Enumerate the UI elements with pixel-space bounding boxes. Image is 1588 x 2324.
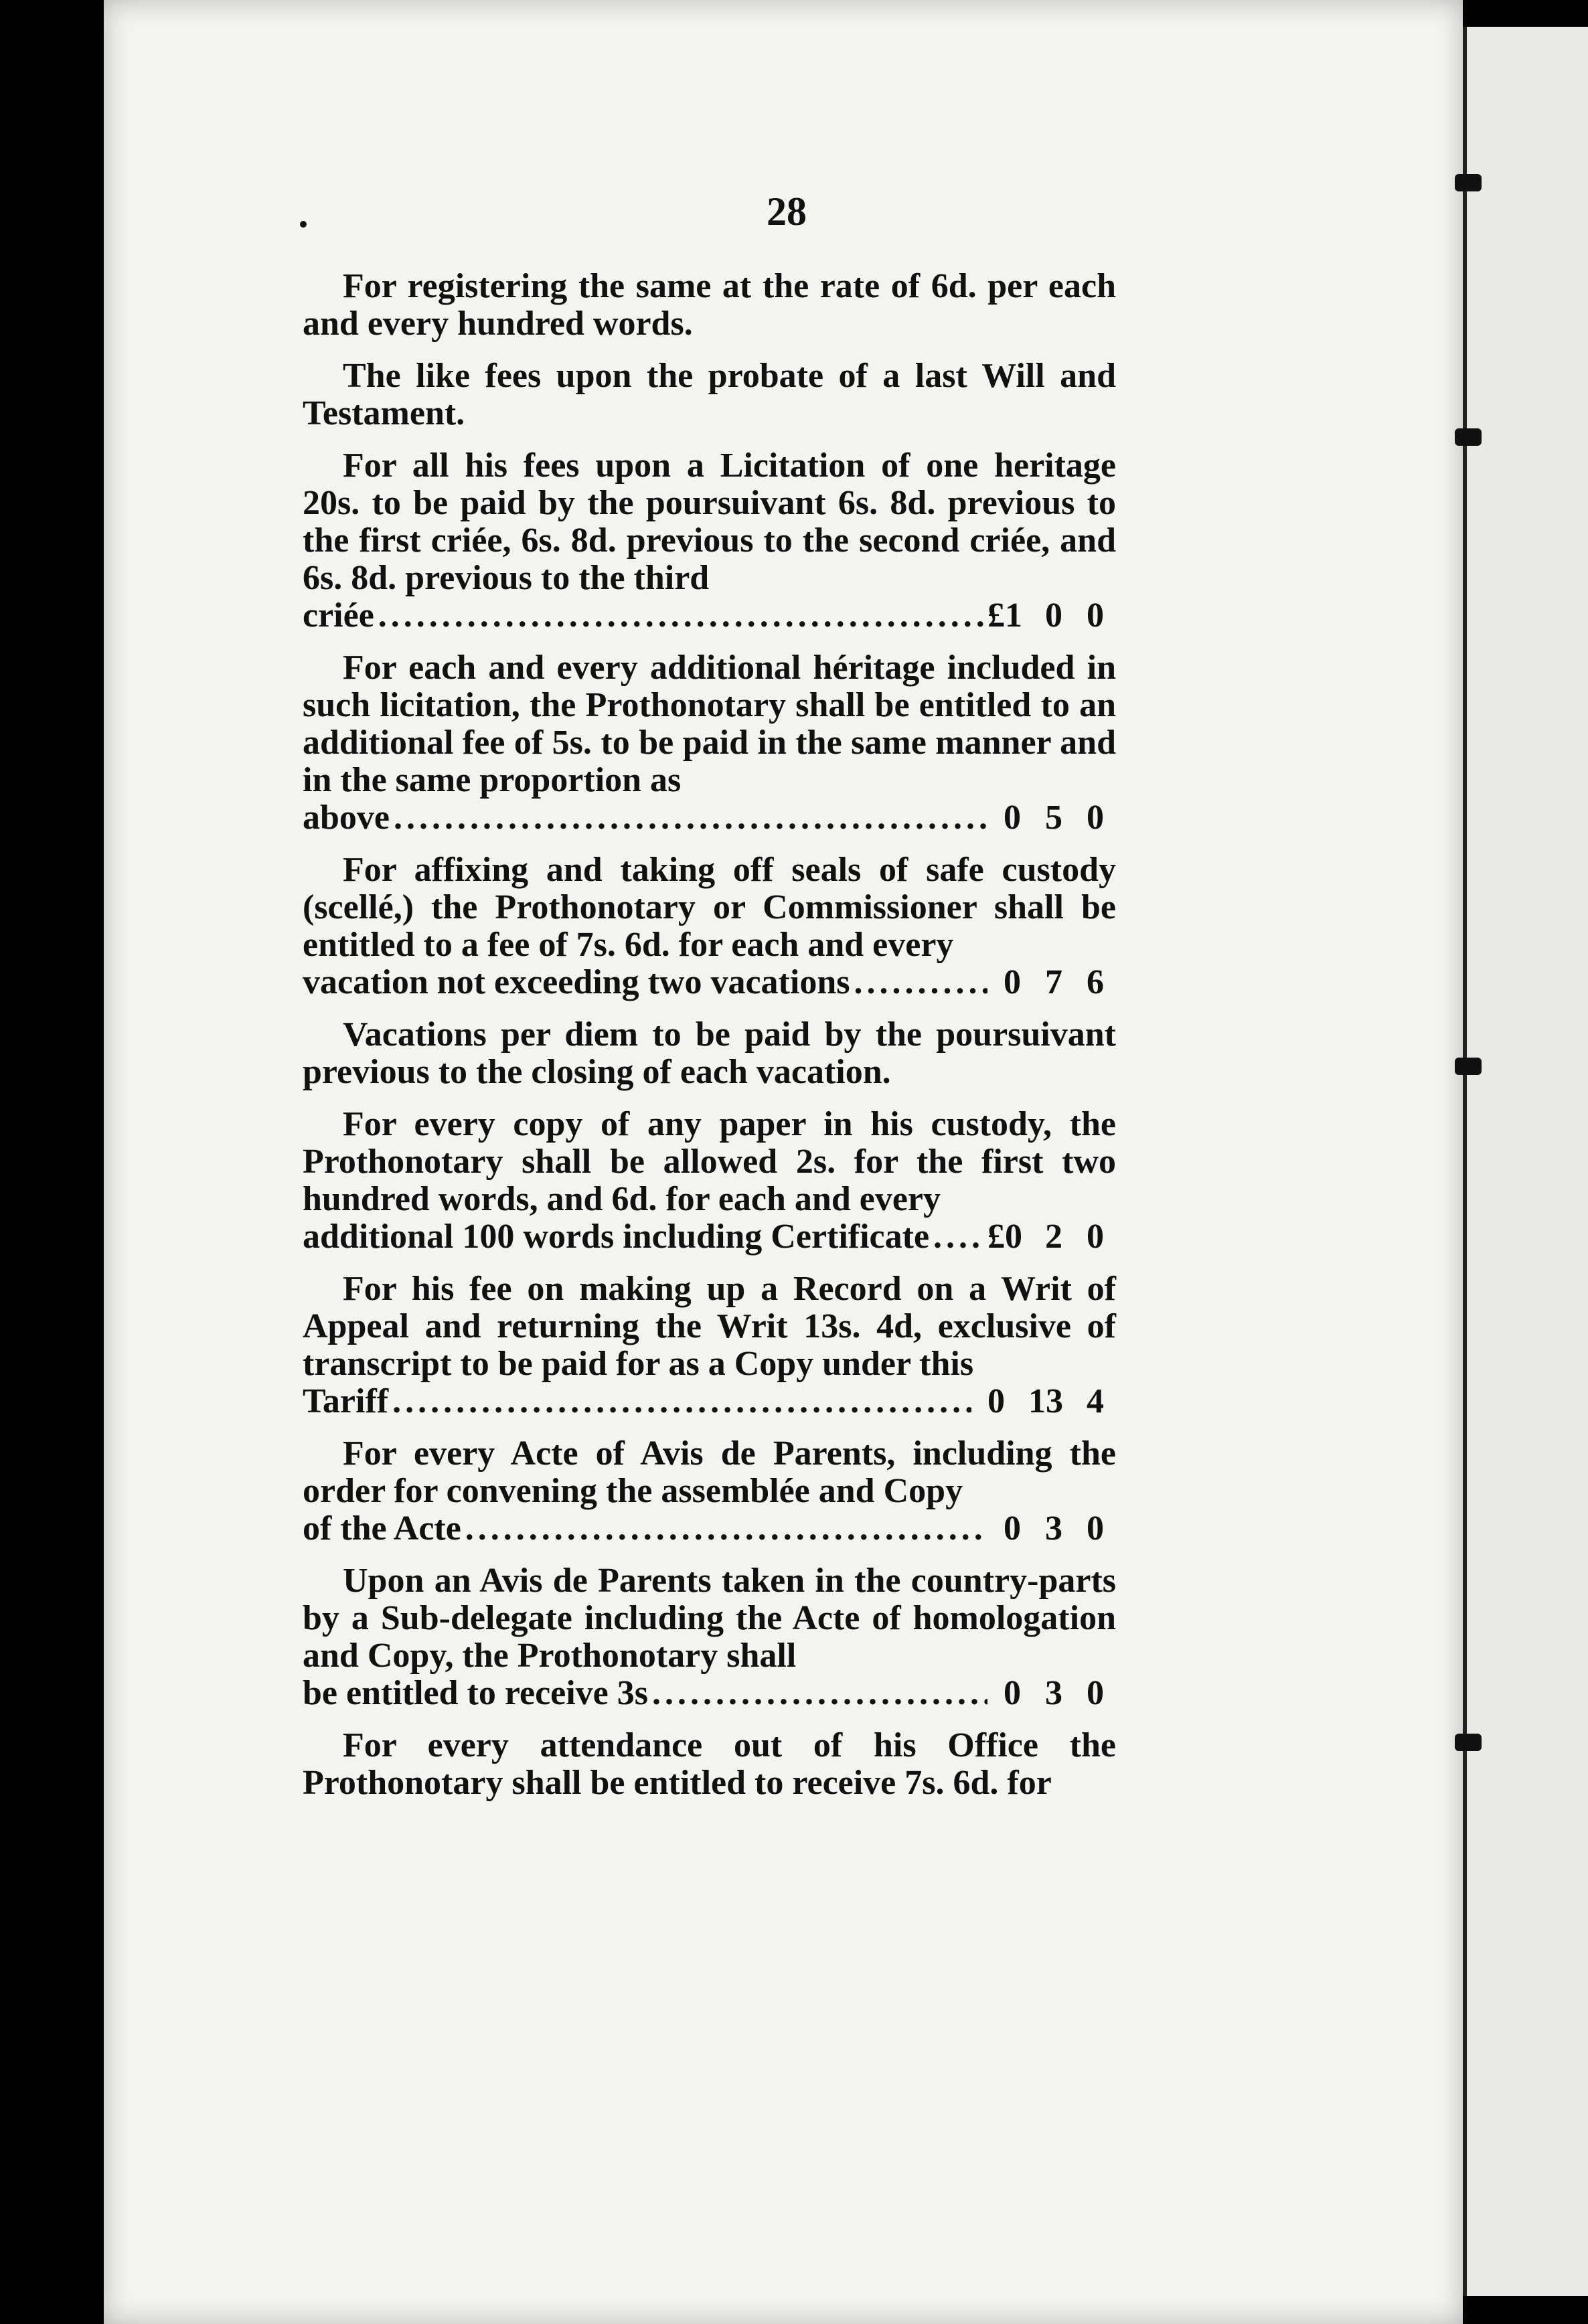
fee-line-text: criée <box>303 596 374 635</box>
fee-entry-avis <box>303 1435 1116 1548</box>
entry-text: For his fee on making up a Record on a Writ of Appeal and returning the Writ 13s. 4d, exclusive of transcript to be paid for as a Copy under this <box>303 1270 1116 1383</box>
fee-line <box>303 964 1116 1001</box>
amount-shillings: 7 <box>1045 963 1062 1001</box>
fee-line-text: above <box>303 799 390 837</box>
amount-pounds: £1 <box>987 596 1022 635</box>
amount-shillings: 0 <box>1045 596 1062 635</box>
amount-pence: 0 <box>1087 799 1104 837</box>
fee-line <box>303 1218 1116 1256</box>
fee-schedule <box>303 268 1116 1817</box>
fee-amount <box>987 597 1116 635</box>
entry-text: For all his fees upon a Licitation of one heritage 20s. to be paid by the poursuivant 6s. 8d. previous to the first criée, 6s. 8d. previous to the second criée, and 6s. 8d. previous to the third <box>303 446 1116 597</box>
amount-shillings: 3 <box>1045 1509 1062 1548</box>
entry-text: The like fees upon the probate of a last Will and Testament. <box>303 357 1116 432</box>
fee-line <box>303 1510 1116 1548</box>
entry-text: For every Acte of Avis de Parents, including the order for convening the assemblée and Copy <box>303 1434 1116 1510</box>
page-dot <box>300 221 307 228</box>
adjacent-page-edge <box>1463 27 1588 2296</box>
amount-pence: 4 <box>1087 1382 1104 1420</box>
fee-entry-vacations <box>303 1016 1116 1091</box>
fee-entry-copy <box>303 1106 1116 1256</box>
amount-pounds: £0 <box>987 1218 1022 1256</box>
fee-line <box>303 1383 1116 1420</box>
entry-list <box>303 268 1116 1802</box>
fee-line <box>303 799 1116 837</box>
amount-shillings: 2 <box>1045 1218 1062 1256</box>
entry-text: For every copy of any paper in his custody, the Prothonotary shall be allowed 2s. for the first two hundred words, and 6d. for each and every <box>303 1105 1116 1218</box>
amount-pounds: 0 <box>1004 799 1021 837</box>
fee-line-text: vacation not exceeding two vacations <box>303 963 850 1001</box>
leader-dots <box>652 1675 987 1712</box>
amount-shillings: 13 <box>1028 1382 1063 1420</box>
fee-line <box>303 597 1116 635</box>
fee-entry-attendance <box>303 1727 1116 1802</box>
fee-entry-registering <box>303 268 1116 343</box>
amount-pence: 0 <box>1087 1509 1104 1548</box>
leader-dots <box>465 1510 987 1548</box>
entry-text: For registering the same at the rate of 6d. per each and every hundred words. <box>303 267 1116 343</box>
fee-amount <box>991 799 1116 837</box>
fee-amount <box>975 1383 1116 1420</box>
entry-text: For affixing and taking off seals of safe custody (scellé,) the Prothonotary or Commissioner shall be entitled to a fee of 7s. 6d. for each and every <box>303 851 1116 964</box>
amount-pounds: 0 <box>1004 1509 1021 1548</box>
binding-mark <box>1455 1734 1482 1751</box>
amount-pence: 0 <box>1087 1674 1104 1712</box>
amount-shillings: 3 <box>1045 1674 1062 1712</box>
amount-pounds: 0 <box>1004 963 1021 1001</box>
fee-entry-probate <box>303 357 1116 432</box>
binding-mark <box>1455 1058 1482 1075</box>
leader-dots <box>854 964 987 1001</box>
fee-amount <box>991 1675 1116 1712</box>
entry-text: Vacations per diem to be paid by the poursuivant previous to the closing of each vacation. <box>303 1015 1116 1091</box>
leader-dots <box>394 799 987 837</box>
amount-pence: 0 <box>1087 596 1104 635</box>
page-number: 28 <box>767 189 807 234</box>
fee-entry-country <box>303 1562 1116 1712</box>
leader-dots <box>933 1218 983 1256</box>
fee-line <box>303 1675 1116 1712</box>
entry-text: For each and every additional héritage included in such licitation, the Prothonotary shall be entitled to an additional fee of 5s. to be paid in the same manner and in the same proportion as <box>303 649 1116 799</box>
fee-amount <box>991 1510 1116 1548</box>
amount-pounds: 0 <box>1004 1674 1021 1712</box>
fee-line-text: additional 100 words including Certificate <box>303 1218 930 1256</box>
fee-entry-seals <box>303 851 1116 1001</box>
fee-entry-record <box>303 1270 1116 1420</box>
amount-pence: 6 <box>1087 963 1104 1001</box>
amount-shillings: 5 <box>1045 799 1062 837</box>
fee-line-text: of the Acte <box>303 1509 461 1548</box>
fee-entry-licitation <box>303 447 1116 635</box>
fee-line-text: be entitled to receive 3s <box>303 1674 648 1712</box>
entry-text: Upon an Avis de Parents taken in the country-parts by a Sub-delegate including the Acte of homologation and Copy, the Prothonotary shall <box>303 1562 1116 1675</box>
amount-pounds: 0 <box>987 1382 1005 1420</box>
leader-dots <box>378 597 983 635</box>
binding-mark <box>1455 174 1482 191</box>
fee-amount <box>987 1218 1116 1256</box>
fee-line-text: Tariff <box>303 1382 389 1420</box>
leader-dots <box>392 1383 971 1420</box>
fee-amount <box>991 964 1116 1001</box>
amount-pence: 0 <box>1087 1218 1104 1256</box>
fee-entry-additional-heritage <box>303 649 1116 837</box>
binding-mark <box>1455 428 1482 446</box>
entry-text: For every attendance out of his Office the Prothonotary shall be entitled to receive 7s. 6d. for <box>303 1726 1116 1802</box>
